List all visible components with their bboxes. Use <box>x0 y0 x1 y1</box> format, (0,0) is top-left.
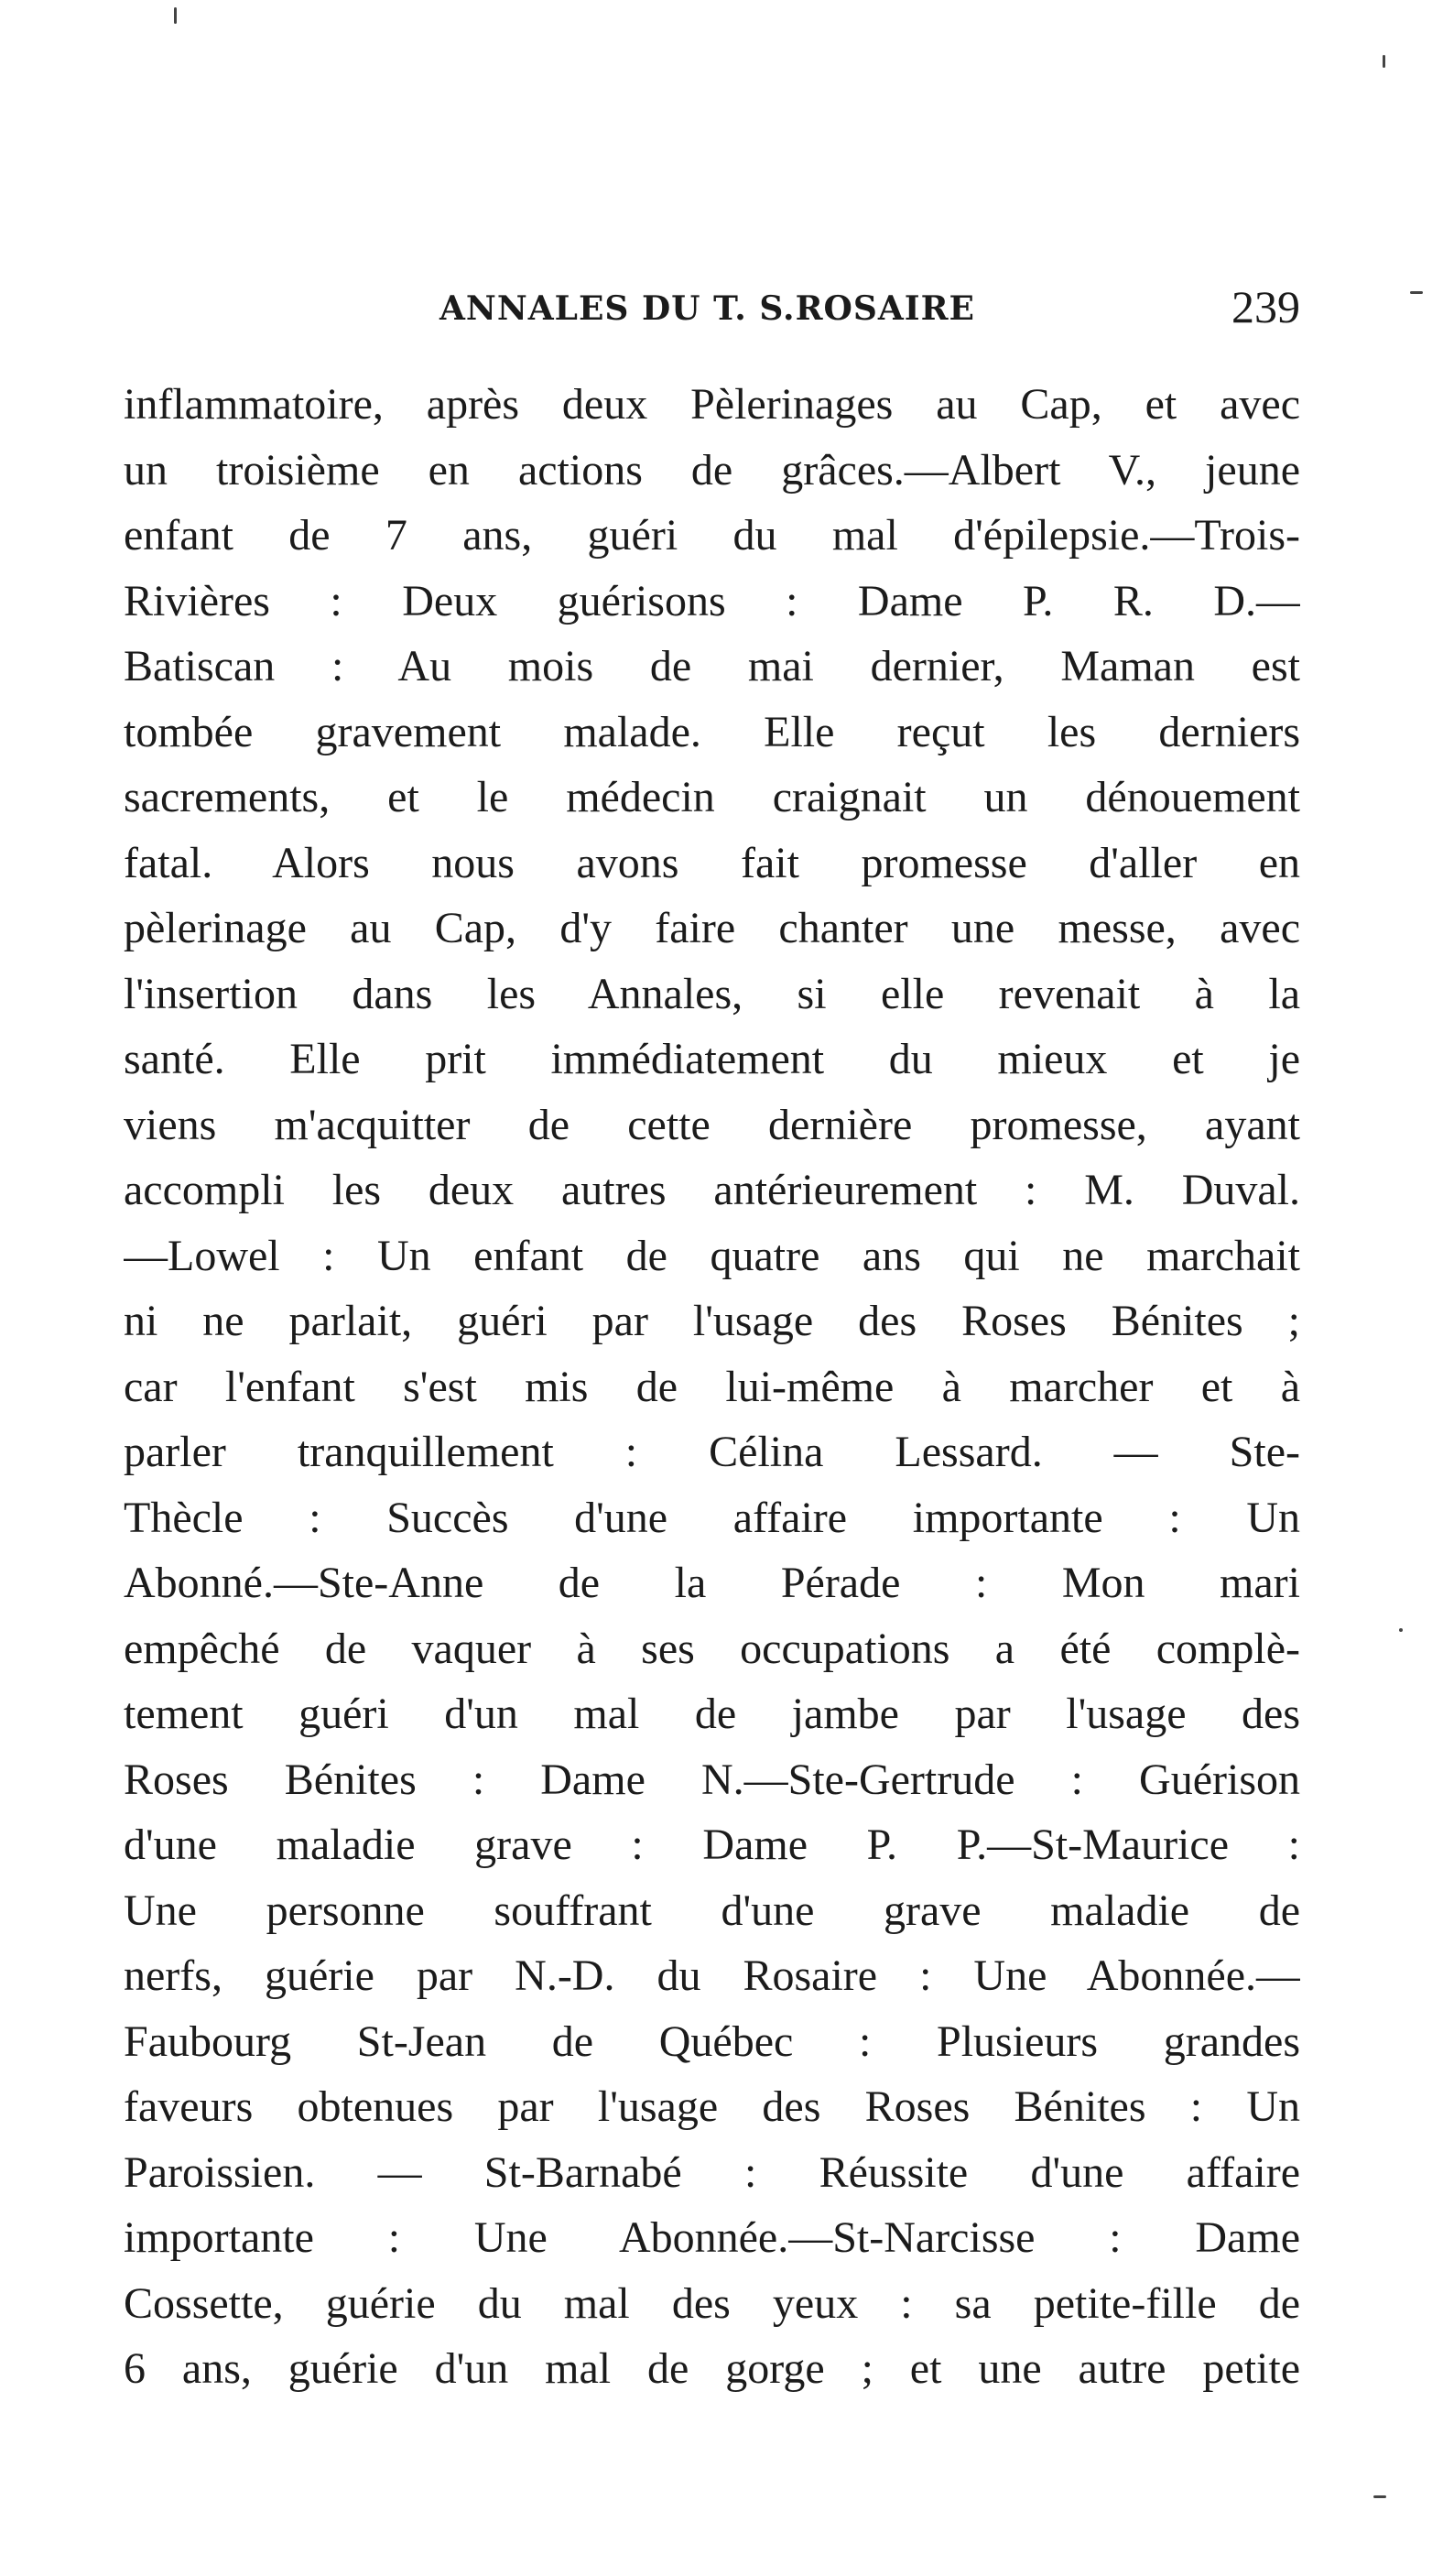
text-line: enfant de 7 ans, guéri du mal d'épilepsie.—Trois- <box>124 511 1300 560</box>
text-line: importante : Une Abonnée.—St-Narcisse : Dame <box>124 2213 1300 2262</box>
text-line: Batiscan : Au mois de mai dernier, Maman est <box>124 642 1300 690</box>
scan-speck <box>1373 2495 1386 2498</box>
text-line: empêché de vaquer à ses occupations a été complè- <box>124 1624 1300 1673</box>
text-line: sacrements, et le médecin craignait un dénouement <box>124 773 1300 821</box>
body-text <box>124 372 1300 2402</box>
text-line: Thècle : Succès d'une affaire importante : Un <box>124 1493 1300 1542</box>
text-line: parler tranquillement : Célina Lessard. — Ste- <box>124 1428 1300 1476</box>
text-line: l'insertion dans les Annales, si elle revenait à la <box>124 969 1300 1018</box>
text-line: Une personne souffrant d'une grave maladie de <box>124 1886 1300 1935</box>
text-line: fatal. Alors nous avons fait promesse d'aller en <box>124 838 1300 887</box>
text-line: Abonné.—Ste-Anne de la Pérade : Mon mari <box>124 1559 1300 1607</box>
text-line: pèlerinage au Cap, d'y faire chanter une messe, avec <box>124 904 1300 952</box>
text-line: ni ne parlait, guéri par l'usage des Roses Bénites ; <box>124 1297 1300 1345</box>
running-head: ANNALES DU T. S.ROSAIRE <box>439 289 975 328</box>
text-line: accompli les deux autres antérieurement : M. Duval. <box>124 1166 1300 1214</box>
text-line: Roses Bénites : Dame N.—Ste-Gertrude : Guérison <box>124 1755 1300 1804</box>
page-number: 239 <box>1231 281 1300 332</box>
text-line: d'une maladie grave : Dame P. P.—St-Maurice : <box>124 1821 1300 1869</box>
scan-speck <box>1410 291 1423 294</box>
text-line: inflammatoire, après deux Pèlerinages au Cap, et avec <box>124 380 1300 429</box>
text-line: Rivières : Deux guérisons : Dame P. R. D.— <box>124 576 1300 625</box>
text-line: Paroissien. — St-Barnabé : Réussite d'une affaire <box>124 2147 1300 2197</box>
text-line: un troisième en actions de grâces.—Albert V., jeune <box>124 445 1300 495</box>
text-line: 6 ans, guérie d'un mal de gorge ; et une autre petite <box>124 2344 1300 2393</box>
text-line: nerfs, guérie par N.-D. du Rosaire : Une Abonnée.— <box>124 1951 1300 2000</box>
text-line: santé. Elle prit immédiatement du mieux et je <box>124 1035 1300 1083</box>
text-line: tombée gravement malade. Elle reçut les derniers <box>124 707 1300 756</box>
page-header <box>124 280 1300 335</box>
text-line: Cossette, guérie du mal des yeux : sa petite-fille de <box>124 2278 1300 2328</box>
scan-speck <box>1399 1628 1403 1632</box>
scan-speck <box>1383 55 1385 68</box>
text-line: car l'enfant s'est mis de lui-même à marcher et à <box>124 1362 1300 1411</box>
text-line: faveurs obtenues par l'usage des Roses Bénites : Un <box>124 2082 1300 2131</box>
text-line: viens m'acquitter de cette dernière promesse, ayant <box>124 1100 1300 1149</box>
text-line: Faubourg St-Jean de Québec : Plusieurs grandes <box>124 2016 1300 2066</box>
text-line: tement guéri d'un mal de jambe par l'usage des <box>124 1690 1300 1738</box>
text-line: —Lowel : Un enfant de quatre ans qui ne marchait <box>124 1231 1300 1280</box>
scan-speck <box>174 7 177 24</box>
